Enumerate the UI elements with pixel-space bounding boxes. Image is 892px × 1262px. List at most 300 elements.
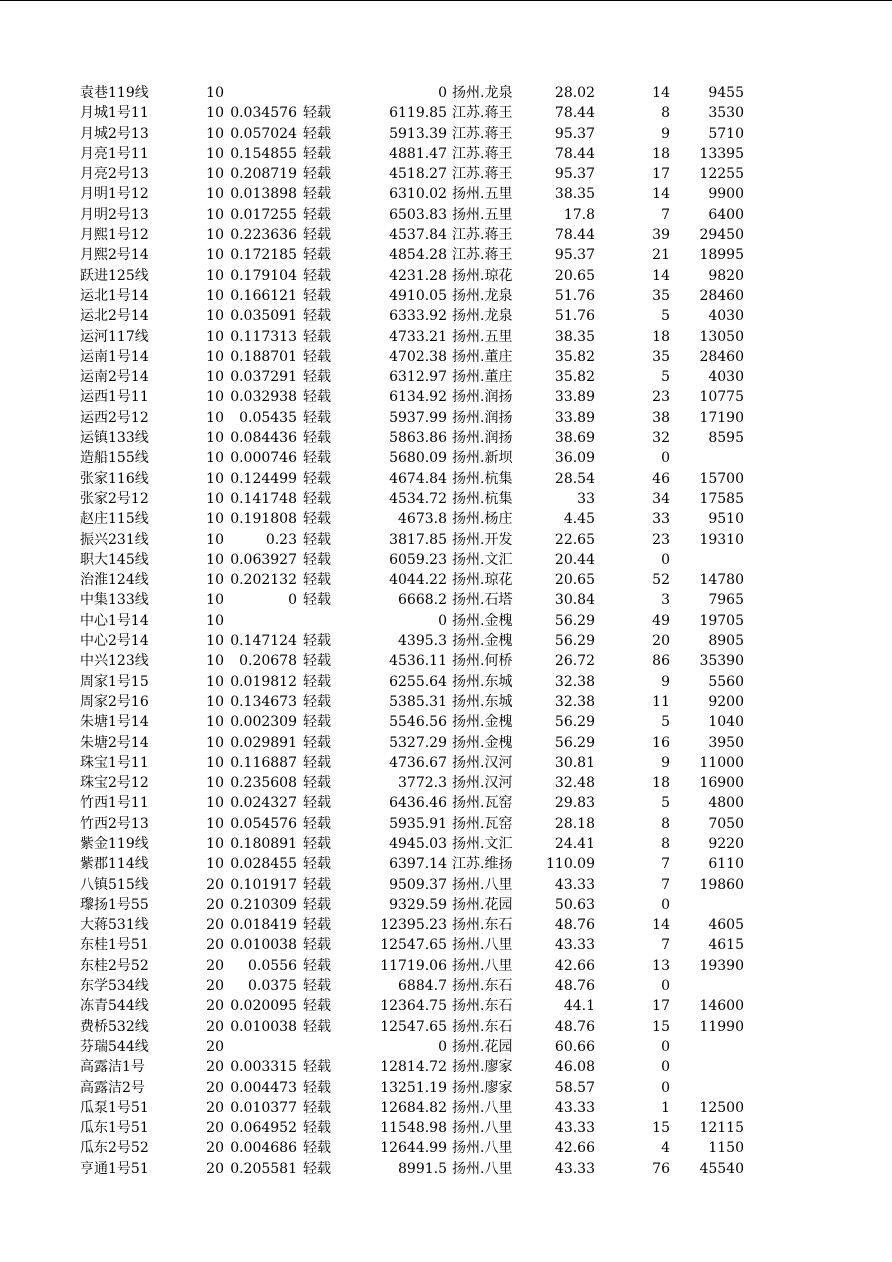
line-name-cell: 运南1号14	[80, 348, 149, 365]
load-rate-cell: 0.000746	[230, 450, 297, 467]
line-name-cell: 周家1号15	[80, 673, 149, 690]
load-status-cell: 轻载	[303, 551, 331, 568]
available-capacity-cell: 8991.5	[398, 1160, 447, 1177]
load-status-cell: 轻载	[303, 653, 331, 670]
line-name-cell: 朱塘2号14	[80, 734, 149, 751]
voltage-cell: 20	[206, 1018, 224, 1035]
load-rate-cell: 0.010038	[230, 937, 297, 954]
voltage-cell: 20	[206, 1099, 224, 1116]
line-length-cell: 42.66	[554, 1140, 595, 1157]
line-length-cell: 56.29	[554, 612, 595, 629]
transformer-count-cell: 35	[652, 287, 670, 304]
voltage-cell: 20	[206, 1059, 224, 1076]
total-kva-cell: 3950	[708, 734, 744, 751]
voltage-cell: 10	[206, 673, 224, 690]
line-name-cell: 中兴123线	[80, 653, 149, 670]
table-row	[0, 448, 892, 468]
total-kva-cell: 15700	[699, 470, 744, 487]
voltage-cell: 10	[206, 592, 224, 609]
transformer-count-cell: 3	[661, 592, 670, 609]
voltage-cell: 10	[206, 795, 224, 812]
available-capacity-cell: 6310.02	[389, 186, 447, 203]
voltage-cell: 10	[206, 775, 224, 792]
line-name-cell: 跃进125线	[80, 267, 149, 284]
total-kva-cell: 6400	[708, 206, 744, 223]
line-name-cell: 高露洁2号	[80, 1079, 145, 1096]
table-row	[0, 205, 892, 225]
table-row	[0, 83, 892, 103]
voltage-cell: 10	[206, 856, 224, 873]
table-row	[0, 469, 892, 489]
load-rate-cell: 0.05435	[239, 409, 297, 426]
substation-cell: 扬州.琼花	[452, 267, 513, 284]
total-kva-cell: 12255	[699, 166, 744, 183]
substation-cell: 扬州.润扬	[452, 409, 513, 426]
substation-cell: 扬州.五里	[452, 186, 513, 203]
line-length-cell: 43.33	[554, 1160, 595, 1177]
load-status-cell: 轻载	[303, 1018, 331, 1035]
voltage-cell: 10	[206, 105, 224, 122]
line-length-cell: 44.1	[563, 998, 595, 1015]
transformer-count-cell: 9	[661, 125, 670, 142]
load-rate-cell: 0.180891	[230, 835, 297, 852]
table-row	[0, 225, 892, 245]
load-status-cell: 轻载	[303, 1140, 331, 1157]
line-length-cell: 35.82	[554, 369, 595, 386]
line-length-cell: 43.33	[554, 1099, 595, 1116]
line-length-cell: 95.37	[554, 166, 595, 183]
transformer-count-cell: 0	[661, 1059, 670, 1076]
load-rate-cell: 0.037291	[230, 369, 297, 386]
line-name-cell: 月城2号13	[80, 125, 149, 142]
line-name-cell: 朱塘1号14	[80, 714, 149, 731]
available-capacity-cell: 6134.92	[389, 389, 447, 406]
line-name-cell: 紫金119线	[80, 835, 149, 852]
voltage-cell: 20	[206, 998, 224, 1015]
voltage-cell: 10	[206, 572, 224, 589]
transformer-count-cell: 52	[652, 572, 670, 589]
substation-cell: 扬州.八里	[452, 1099, 513, 1116]
transformer-count-cell: 0	[661, 1038, 670, 1055]
available-capacity-cell: 6884.7	[398, 978, 447, 995]
substation-cell: 扬州.琼花	[452, 572, 513, 589]
substation-cell: 扬州.八里	[452, 937, 513, 954]
voltage-cell: 10	[206, 531, 224, 548]
line-name-cell: 月亮2号13	[80, 166, 149, 183]
substation-cell: 扬州.新坝	[452, 450, 513, 467]
load-rate-cell: 0.210309	[230, 896, 297, 913]
load-status-cell: 轻载	[303, 206, 331, 223]
line-name-cell: 运河117线	[80, 328, 149, 345]
transformer-count-cell: 23	[652, 389, 670, 406]
substation-cell: 扬州.杭集	[452, 470, 513, 487]
voltage-cell: 20	[206, 1038, 224, 1055]
load-rate-cell: 0.084436	[230, 430, 297, 447]
load-status-cell: 轻载	[303, 978, 331, 995]
substation-cell: 扬州.东城	[452, 673, 513, 690]
voltage-cell: 10	[206, 85, 224, 101]
voltage-cell: 10	[206, 815, 224, 832]
total-kva-cell: 6110	[708, 856, 744, 873]
substation-cell: 扬州.金槐	[452, 734, 513, 751]
substation-cell: 扬州.金槐	[452, 633, 513, 650]
table-row	[0, 509, 892, 529]
total-kva-cell: 7050	[708, 815, 744, 832]
line-length-cell: 46.08	[554, 1059, 595, 1076]
load-status-cell: 轻载	[303, 125, 331, 142]
total-kva-cell: 19310	[699, 531, 744, 548]
load-status-cell: 轻载	[303, 369, 331, 386]
transformer-count-cell: 35	[652, 348, 670, 365]
transformer-count-cell: 8	[661, 105, 670, 122]
substation-cell: 扬州.金槐	[452, 714, 513, 731]
available-capacity-cell: 9329.59	[389, 896, 447, 913]
substation-cell: 扬州.龙泉	[452, 85, 513, 101]
total-kva-cell: 28460	[699, 287, 744, 304]
substation-cell: 扬州.杨庄	[452, 511, 513, 528]
line-name-cell: 八镇515线	[80, 876, 149, 893]
line-length-cell: 56.29	[554, 633, 595, 650]
load-status-cell: 轻载	[303, 1079, 331, 1096]
load-rate-cell: 0.017255	[230, 206, 297, 223]
voltage-cell: 10	[206, 714, 224, 731]
load-rate-cell: 0.024327	[230, 795, 297, 812]
load-rate-cell: 0.235608	[230, 775, 297, 792]
load-rate-cell: 0.223636	[230, 227, 297, 244]
substation-cell: 扬州.龙泉	[452, 287, 513, 304]
table-row	[0, 733, 892, 753]
substation-cell: 扬州.东石	[452, 1018, 513, 1035]
line-length-cell: 60.66	[554, 1038, 595, 1055]
line-name-cell: 月亮1号11	[80, 145, 149, 162]
transformer-count-cell: 49	[652, 612, 670, 629]
available-capacity-cell: 4736.67	[389, 754, 447, 771]
available-capacity-cell: 6255.64	[389, 673, 447, 690]
transformer-count-cell: 17	[652, 998, 670, 1015]
line-length-cell: 56.29	[554, 734, 595, 751]
total-kva-cell: 4605	[708, 917, 744, 934]
line-name-cell: 东桂1号51	[80, 937, 149, 954]
table-row	[0, 712, 892, 732]
table-row	[0, 530, 892, 550]
table-row	[0, 834, 892, 854]
load-rate-cell: 0.23	[265, 531, 297, 548]
available-capacity-cell: 12644.99	[380, 1140, 447, 1157]
line-name-cell: 月熙2号14	[80, 247, 149, 264]
line-length-cell: 33	[577, 490, 595, 507]
load-rate-cell: 0.028455	[230, 856, 297, 873]
available-capacity-cell: 12547.65	[380, 1018, 447, 1035]
load-rate-cell: 0.020095	[230, 998, 297, 1015]
substation-cell: 扬州.董庄	[452, 348, 513, 365]
total-kva-cell: 28460	[699, 348, 744, 365]
table-row	[0, 956, 892, 976]
voltage-cell: 10	[206, 470, 224, 487]
line-name-cell: 张家2号12	[80, 490, 149, 507]
voltage-cell: 10	[206, 511, 224, 528]
line-name-cell: 运北1号14	[80, 287, 149, 304]
substation-cell: 江苏.蒋王	[452, 227, 513, 244]
load-status-cell: 轻载	[303, 673, 331, 690]
voltage-cell: 20	[206, 1140, 224, 1157]
load-status-cell: 轻载	[303, 957, 331, 974]
voltage-cell: 10	[206, 490, 224, 507]
available-capacity-cell: 4534.72	[389, 490, 447, 507]
line-length-cell: 26.72	[554, 653, 595, 670]
table-row	[0, 935, 892, 955]
table-row	[0, 408, 892, 428]
transformer-count-cell: 9	[661, 754, 670, 771]
line-name-cell: 运南2号14	[80, 369, 149, 386]
load-status-cell: 轻载	[303, 815, 331, 832]
transformer-count-cell: 0	[661, 450, 670, 467]
total-kva-cell: 12115	[699, 1120, 744, 1137]
total-kva-cell: 14780	[699, 572, 744, 589]
line-name-cell: 赵庄115线	[80, 511, 149, 528]
substation-cell: 扬州.廖家	[452, 1079, 513, 1096]
voltage-cell: 10	[206, 267, 224, 284]
table-row	[0, 915, 892, 935]
load-status-cell: 轻载	[303, 633, 331, 650]
table-row	[0, 611, 892, 631]
substation-cell: 江苏.蒋王	[452, 125, 513, 142]
voltage-cell: 10	[206, 287, 224, 304]
voltage-cell: 10	[206, 409, 224, 426]
load-rate-cell: 0.20678	[239, 653, 297, 670]
line-length-cell: 28.18	[554, 815, 595, 832]
page-top-border	[0, 0, 892, 1]
available-capacity-cell: 3817.85	[389, 531, 447, 548]
total-kva-cell: 18995	[699, 247, 744, 264]
transformer-count-cell: 23	[652, 531, 670, 548]
line-name-cell: 芬瑞544线	[80, 1038, 149, 1055]
load-status-cell: 轻载	[303, 693, 331, 710]
load-status-cell: 轻载	[303, 1059, 331, 1076]
total-kva-cell: 14600	[699, 998, 744, 1015]
line-length-cell: 78.44	[554, 145, 595, 162]
load-status-cell: 轻载	[303, 308, 331, 325]
substation-cell: 扬州.东城	[452, 693, 513, 710]
line-name-cell: 周家2号16	[80, 693, 149, 710]
total-kva-cell: 17585	[699, 490, 744, 507]
load-status-cell: 轻载	[303, 734, 331, 751]
voltage-cell: 10	[206, 633, 224, 650]
load-rate-cell: 0.064952	[230, 1120, 297, 1137]
table-row	[0, 1159, 892, 1179]
available-capacity-cell: 4910.05	[389, 287, 447, 304]
available-capacity-cell: 4854.28	[389, 247, 447, 264]
transformer-count-cell: 15	[652, 1018, 670, 1035]
load-status-cell: 轻载	[303, 328, 331, 345]
substation-cell: 扬州.金槐	[452, 612, 513, 629]
available-capacity-cell: 4673.8	[398, 511, 447, 528]
transformer-count-cell: 18	[652, 775, 670, 792]
transformer-count-cell: 20	[652, 633, 670, 650]
substation-cell: 扬州.花园	[452, 896, 513, 913]
load-rate-cell: 0.003315	[230, 1059, 297, 1076]
transformer-count-cell: 5	[661, 369, 670, 386]
load-rate-cell: 0.0556	[248, 957, 297, 974]
load-rate-cell: 0	[288, 592, 297, 609]
line-name-cell: 瓜东2号52	[80, 1140, 149, 1157]
available-capacity-cell: 4733.21	[389, 328, 447, 345]
table-row	[0, 631, 892, 651]
table-row	[0, 1037, 892, 1057]
transformer-count-cell: 32	[652, 430, 670, 447]
transformer-count-cell: 16	[652, 734, 670, 751]
load-rate-cell: 0.117313	[230, 328, 297, 345]
load-rate-cell: 0.032938	[230, 389, 297, 406]
table-row	[0, 1098, 892, 1118]
transformer-count-cell: 7	[661, 876, 670, 893]
total-kva-cell: 29450	[699, 227, 744, 244]
line-length-cell: 32.38	[554, 693, 595, 710]
line-name-cell: 月城1号11	[80, 105, 149, 122]
line-length-cell: 51.76	[554, 287, 595, 304]
substation-cell: 江苏.蒋王	[452, 105, 513, 122]
table-row	[0, 875, 892, 895]
total-kva-cell: 8905	[708, 633, 744, 650]
voltage-cell: 10	[206, 308, 224, 325]
load-rate-cell: 0.004686	[230, 1140, 297, 1157]
transformer-count-cell: 86	[652, 653, 670, 670]
voltage-cell: 10	[206, 247, 224, 264]
load-status-cell: 轻载	[303, 775, 331, 792]
table-row	[0, 367, 892, 387]
transformer-count-cell: 9	[661, 673, 670, 690]
line-length-cell: 78.44	[554, 227, 595, 244]
available-capacity-cell: 5327.29	[389, 734, 447, 751]
transformer-count-cell: 8	[661, 815, 670, 832]
load-rate-cell: 0.202132	[230, 572, 297, 589]
transformer-count-cell: 11	[652, 693, 670, 710]
load-status-cell: 轻载	[303, 348, 331, 365]
load-rate-cell: 0.035091	[230, 308, 297, 325]
substation-cell: 扬州.汉河	[452, 754, 513, 771]
available-capacity-cell: 4945.03	[389, 835, 447, 852]
table-row	[0, 347, 892, 367]
voltage-cell: 20	[206, 937, 224, 954]
line-length-cell: 4.45	[563, 511, 595, 528]
table-row	[0, 692, 892, 712]
voltage-cell: 10	[206, 125, 224, 142]
table-row	[0, 814, 892, 834]
total-kva-cell: 12500	[699, 1099, 744, 1116]
load-rate-cell: 0.147124	[230, 633, 297, 650]
line-name-cell: 东学534线	[80, 978, 149, 995]
line-length-cell: 48.76	[554, 1018, 595, 1035]
voltage-cell: 20	[206, 917, 224, 934]
line-length-cell: 36.09	[554, 450, 595, 467]
table-row	[0, 753, 892, 773]
line-name-cell: 中心2号14	[80, 633, 149, 650]
line-name-cell: 运西1号11	[80, 389, 149, 406]
line-length-cell: 33.89	[554, 409, 595, 426]
voltage-cell: 10	[206, 328, 224, 345]
voltage-cell: 20	[206, 1160, 224, 1177]
load-rate-cell: 0.029891	[230, 734, 297, 751]
substation-cell: 扬州.汉河	[452, 775, 513, 792]
substation-cell: 江苏.蒋王	[452, 166, 513, 183]
line-name-cell: 运西2号12	[80, 409, 149, 426]
substation-cell: 扬州.东石	[452, 978, 513, 995]
substation-cell: 扬州.八里	[452, 957, 513, 974]
load-rate-cell: 0.116887	[230, 754, 297, 771]
load-status-cell: 轻载	[303, 247, 331, 264]
line-name-cell: 东桂2号52	[80, 957, 149, 974]
transformer-count-cell: 7	[661, 206, 670, 223]
load-status-cell: 轻载	[303, 470, 331, 487]
load-rate-cell: 0.154855	[230, 145, 297, 162]
line-name-cell: 月明2号13	[80, 206, 149, 223]
available-capacity-cell: 0	[438, 612, 447, 629]
table-row	[0, 164, 892, 184]
total-kva-cell: 4800	[708, 795, 744, 812]
substation-cell: 扬州.董庄	[452, 369, 513, 386]
transformer-count-cell: 5	[661, 308, 670, 325]
substation-cell: 扬州.杭集	[452, 490, 513, 507]
load-rate-cell: 0.002309	[230, 714, 297, 731]
available-capacity-cell: 12814.72	[380, 1059, 447, 1076]
total-kva-cell: 17190	[699, 409, 744, 426]
total-kva-cell: 4030	[708, 369, 744, 386]
voltage-cell: 20	[206, 876, 224, 893]
voltage-cell: 10	[206, 227, 224, 244]
transformer-count-cell: 14	[652, 917, 670, 934]
load-rate-cell: 0.018419	[230, 917, 297, 934]
load-rate-cell: 0.191808	[230, 511, 297, 528]
transformer-count-cell: 7	[661, 856, 670, 873]
substation-cell: 扬州.东石	[452, 998, 513, 1015]
table-row	[0, 1017, 892, 1037]
transformer-count-cell: 18	[652, 328, 670, 345]
transformer-count-cell: 1	[661, 1099, 670, 1116]
substation-cell: 扬州.开发	[452, 531, 513, 548]
transformer-count-cell: 0	[661, 896, 670, 913]
load-status-cell: 轻载	[303, 937, 331, 954]
line-name-cell: 费桥532线	[80, 1018, 149, 1035]
available-capacity-cell: 12547.65	[380, 937, 447, 954]
voltage-cell: 10	[206, 612, 224, 629]
available-capacity-cell: 5546.56	[389, 714, 447, 731]
line-name-cell: 大蒋531线	[80, 917, 149, 934]
line-length-cell: 35.82	[554, 348, 595, 365]
load-rate-cell: 0.166121	[230, 287, 297, 304]
available-capacity-cell: 4231.28	[389, 267, 447, 284]
line-length-cell: 22.65	[554, 531, 595, 548]
available-capacity-cell: 4537.84	[389, 227, 447, 244]
table-row	[0, 672, 892, 692]
total-kva-cell: 4030	[708, 308, 744, 325]
available-capacity-cell: 4518.27	[389, 166, 447, 183]
line-length-cell: 95.37	[554, 125, 595, 142]
total-kva-cell: 3530	[708, 105, 744, 122]
line-length-cell: 110.09	[546, 856, 595, 873]
transformer-count-cell: 14	[652, 267, 670, 284]
table-row	[0, 428, 892, 448]
transformer-count-cell: 14	[652, 186, 670, 203]
line-length-cell: 48.76	[554, 917, 595, 934]
transformer-count-cell: 15	[652, 1120, 670, 1137]
available-capacity-cell: 6668.2	[398, 592, 447, 609]
load-rate-cell: 0.179104	[230, 267, 297, 284]
transformer-count-cell: 38	[652, 409, 670, 426]
line-length-cell: 24.41	[554, 835, 595, 852]
voltage-cell: 10	[206, 551, 224, 568]
substation-cell: 江苏.蒋王	[452, 145, 513, 162]
total-kva-cell: 45540	[699, 1160, 744, 1177]
substation-cell: 扬州.润扬	[452, 430, 513, 447]
